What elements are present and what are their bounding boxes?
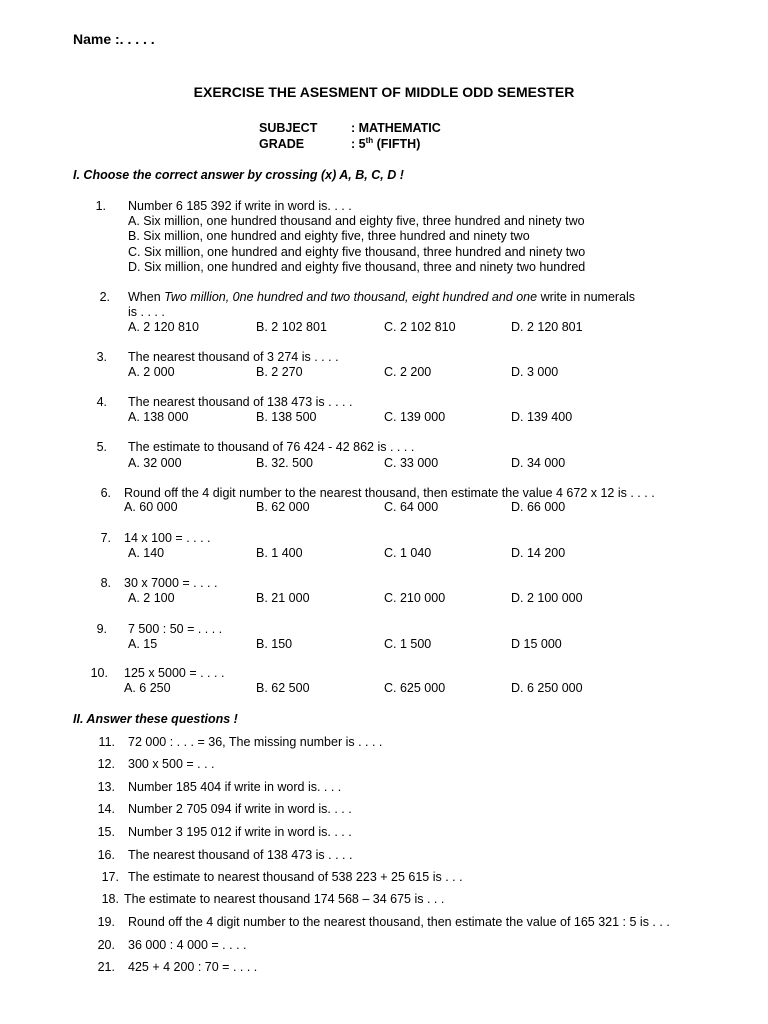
option-c: C. 64 000 xyxy=(384,500,439,514)
section-2-heading: II. Answer these questions ! xyxy=(73,712,238,726)
question-number: 3. xyxy=(96,350,107,364)
grade-key: GRADE xyxy=(259,137,305,152)
option-a: A. 2 120 810 xyxy=(128,320,199,334)
option-b: B. 21 000 xyxy=(256,591,310,605)
question-number: 14. xyxy=(97,802,115,816)
option-b: B. 32. 500 xyxy=(256,456,313,470)
question-text: The estimate to nearest thousand 174 568 – 34 675 is . . . xyxy=(124,892,445,906)
question-number: 6. xyxy=(100,486,111,500)
option-c: C. 139 000 xyxy=(384,410,446,424)
question-text: Round off the 4 digit number to the nearest thousand, then estimate the value 4 672 x 12 is . . . . xyxy=(124,486,655,500)
question-text-italic: Two million, 0ne hundred and two thousand, eight hundred and one xyxy=(164,290,538,304)
question-number: 2. xyxy=(99,290,110,304)
question-text: 125 x 5000 = . . . . xyxy=(124,666,225,680)
question-number: 16. xyxy=(97,848,115,862)
option-c: C. 2 102 810 xyxy=(384,320,456,334)
option-c: C. 210 000 xyxy=(384,591,446,605)
question-number: 1. xyxy=(95,199,106,213)
option-d: D. 34 000 xyxy=(511,456,566,470)
option-a: A. 60 000 xyxy=(124,500,178,514)
question-number: 9. xyxy=(96,622,107,636)
question-text: Round off the 4 digit number to the nearest thousand, then estimate the value of 165 321 : 5 is . . . xyxy=(128,915,670,929)
option-a: A. 2 100 xyxy=(128,591,175,605)
option-a: A. Six million, one hundred thousand and eighty five, three hundred and ninety two xyxy=(128,214,585,228)
question-text: 30 x 7000 = . . . . xyxy=(124,576,218,590)
question-text-post: write in numerals xyxy=(537,290,636,304)
grade-value-superscript: th xyxy=(365,136,374,145)
question-text: 14 x 100 = . . . . xyxy=(124,531,211,545)
question-number: 15. xyxy=(97,825,115,839)
question-text: Number 185 404 if write in word is. . . . xyxy=(128,780,342,794)
option-b: B. 62 500 xyxy=(256,681,310,695)
question-text: The nearest thousand of 3 274 is . . . . xyxy=(128,350,339,364)
option-d: D. Six million, one hundred and eighty five thousand, three and ninety two hundred xyxy=(128,260,586,274)
option-a: A. 2 000 xyxy=(128,365,175,379)
name-field-label: Name :. . . . . xyxy=(73,31,155,47)
option-d: D. 139 400 xyxy=(511,410,573,424)
question-text: The nearest thousand of 138 473 is . . . . xyxy=(128,848,353,862)
question-text: 36 000 : 4 000 = . . . . xyxy=(128,938,247,952)
option-b: B. 138 500 xyxy=(256,410,317,424)
question-number: 21. xyxy=(97,960,115,974)
option-a: A. 138 000 xyxy=(128,410,189,424)
grade-value-prefix: : 5 xyxy=(351,137,366,152)
question-number: 17. xyxy=(101,870,119,884)
question-number: 10. xyxy=(90,666,108,680)
option-d: D. 3 000 xyxy=(511,365,559,379)
question-text: Number 6 185 392 if write in word is. . . . xyxy=(128,199,352,213)
option-a: A. 140 xyxy=(128,546,165,560)
question-number: 12. xyxy=(97,757,115,771)
option-a: A. 15 xyxy=(128,637,158,651)
question-number: 20. xyxy=(97,938,115,952)
subject-key: SUBJECT xyxy=(259,121,318,135)
question-number: 5. xyxy=(96,440,107,454)
option-d: D. 6 250 000 xyxy=(511,681,583,695)
option-c: C. 1 500 xyxy=(384,637,432,651)
option-b: B. Six million, one hundred and eighty five, three hundred and ninety two xyxy=(128,229,530,243)
option-b: B. 1 400 xyxy=(256,546,303,560)
question-number: 13. xyxy=(97,780,115,794)
subject-row xyxy=(259,121,441,135)
question-number: 18. xyxy=(101,892,119,906)
option-a: A. 32 000 xyxy=(128,456,182,470)
grade-row xyxy=(259,136,420,151)
question-text-pre: When xyxy=(128,290,165,304)
option-d: D. 14 200 xyxy=(511,546,566,560)
question-text: The estimate to thousand of 76 424 - 42 862 is . . . . xyxy=(128,440,415,454)
question-text: 7 500 : 50 = . . . . xyxy=(128,622,223,636)
question-text: 72 000 : . . . = 36, The missing number is . . . . xyxy=(128,735,383,749)
option-d: D 15 000 xyxy=(511,637,562,651)
question-text-continued: is . . . . xyxy=(128,305,165,319)
option-b: B. 62 000 xyxy=(256,500,310,514)
question-text: Number 2 705 094 if write in word is. . . . xyxy=(128,802,352,816)
grade-value-suffix: (FIFTH) xyxy=(373,137,421,152)
option-d: D. 66 000 xyxy=(511,500,566,514)
question-text: The estimate to nearest thousand of 538 223 + 25 615 is . . . xyxy=(128,870,463,884)
option-b: B. 150 xyxy=(256,637,293,651)
question-number: 8. xyxy=(100,576,111,590)
question-text: 300 x 500 = . . . xyxy=(128,757,215,771)
option-c: C. 33 000 xyxy=(384,456,439,470)
option-b: B. 2 102 801 xyxy=(256,320,327,334)
section-1-heading: I. Choose the correct answer by crossing (x) A, B, C, D ! xyxy=(73,168,404,182)
option-a: A. 6 250 xyxy=(124,681,171,695)
question-text: Number 3 195 012 if write in word is. . . . xyxy=(128,825,352,839)
option-d: D. 2 100 000 xyxy=(511,591,583,605)
question-text xyxy=(128,290,635,304)
question-number: 11. xyxy=(98,735,115,749)
option-c: C. 2 200 xyxy=(384,365,432,379)
option-b: B. 2 270 xyxy=(256,365,303,379)
question-number: 4. xyxy=(96,395,107,409)
option-c: C. 625 000 xyxy=(384,681,446,695)
question-text: 425 + 4 200 : 70 = . . . . xyxy=(128,960,258,974)
option-c: C. Six million, one hundred and eighty five thousand, three hundred and ninety two xyxy=(128,245,586,259)
page-title: EXERCISE THE ASESMENT OF MIDDLE ODD SEMESTER xyxy=(193,84,575,100)
subject-value: : MATHEMATIC xyxy=(351,121,441,135)
question-text: The nearest thousand of 138 473 is . . . . xyxy=(128,395,353,409)
question-number: 19. xyxy=(97,915,115,929)
option-c: C. 1 040 xyxy=(384,546,432,560)
question-number: 7. xyxy=(100,531,111,545)
option-d: D. 2 120 801 xyxy=(511,320,583,334)
